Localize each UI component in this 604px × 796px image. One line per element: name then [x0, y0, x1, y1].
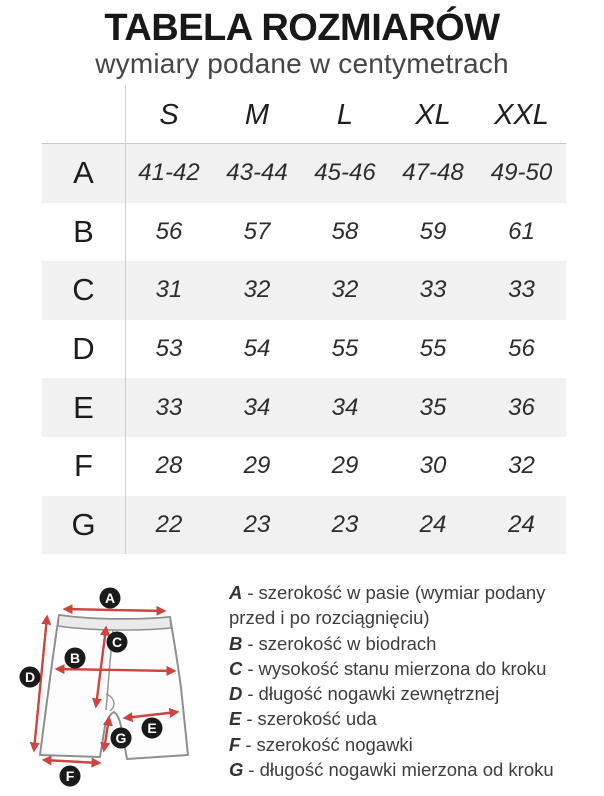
- badge-b-label: B: [69, 650, 81, 666]
- legend-text: szerokość uda: [257, 708, 377, 730]
- row-label: C: [72, 272, 95, 308]
- size-cell: 22: [155, 510, 183, 538]
- legend: [229, 580, 591, 782]
- legend-item-b: [229, 631, 591, 656]
- size-cell: 29: [243, 452, 271, 480]
- legend-key: C: [229, 657, 243, 679]
- size-cell: 41-42: [138, 159, 200, 187]
- arrow-a: [65, 609, 164, 611]
- row-label: E: [73, 389, 94, 425]
- size-cell: 49-50: [490, 159, 553, 187]
- table-row-c: [42, 261, 566, 320]
- measure-badge-d: [20, 667, 41, 688]
- legend-key: D: [229, 683, 243, 705]
- row-label: F: [74, 448, 93, 484]
- size-cell: 56: [508, 335, 535, 363]
- size-table: [42, 88, 566, 554]
- size-cell: 56: [155, 217, 183, 245]
- page-subtitle: wymiary podane w centymetrach: [95, 48, 509, 79]
- table-corner-cell: [42, 88, 125, 143]
- size-cell: 24: [419, 510, 447, 538]
- column-header-xl: XL: [415, 99, 451, 131]
- header: [0, 0, 604, 79]
- size-cell: 24: [508, 510, 535, 538]
- size-cell: 30: [419, 452, 447, 480]
- column-header-s: S: [159, 99, 179, 131]
- legend-item-e: [229, 706, 591, 731]
- size-cell: 32: [508, 452, 535, 480]
- legend-item-a: [229, 580, 591, 631]
- table-vertical-divider: [125, 85, 126, 554]
- size-cell: 32: [243, 276, 271, 304]
- size-cell: 55: [419, 335, 447, 363]
- legend-separator: -: [247, 683, 254, 705]
- size-cell: 61: [508, 217, 535, 245]
- size-cell: 32: [331, 276, 359, 304]
- legend-key: F: [229, 733, 241, 755]
- size-cell: 31: [155, 276, 183, 304]
- size-cell: 55: [331, 335, 359, 363]
- badge-a-label: A: [104, 590, 116, 606]
- legend-text: szerokość nogawki: [256, 733, 413, 755]
- size-cell: 23: [331, 510, 359, 538]
- legend-item-c: [229, 656, 591, 681]
- table-row-d: [42, 320, 566, 379]
- size-cell: 23: [243, 510, 271, 538]
- legend-text: długość nogawki mierzona od kroku: [259, 759, 554, 781]
- size-cell: 34: [243, 393, 271, 421]
- table-row-e: [42, 378, 566, 437]
- table-row-g: [42, 496, 566, 555]
- measure-badge-a: [100, 588, 121, 609]
- legend-text: długość nogawki zewnętrznej: [258, 683, 500, 705]
- legend-separator: -: [247, 632, 254, 654]
- row-label: G: [71, 506, 96, 542]
- measure-badge-f: [60, 766, 81, 787]
- column-header-xxl: XXL: [494, 99, 549, 131]
- table-row-b: [42, 203, 566, 262]
- legend-separator: -: [247, 582, 254, 603]
- size-cell: 34: [331, 393, 359, 421]
- badge-f-label: F: [65, 768, 75, 784]
- legend-text: szerokość w pasie (wymiar podany przed i po rozciągnięciu): [229, 582, 546, 629]
- legend-key: A: [229, 582, 243, 603]
- legend-separator: -: [247, 657, 254, 679]
- legend-item-f: [229, 732, 591, 757]
- size-cell: 29: [331, 452, 359, 480]
- measure-badge-b: [65, 648, 86, 669]
- size-cell: 43-44: [226, 159, 288, 187]
- badge-e-label: E: [147, 720, 157, 736]
- size-cell: 57: [243, 217, 271, 245]
- legend-text: szerokość w biodrach: [258, 632, 437, 654]
- table-row-a: [42, 144, 566, 203]
- size-cell: 59: [419, 217, 447, 245]
- size-table-body: [42, 143, 566, 554]
- size-table-header-row: [42, 88, 566, 143]
- table-row-f: [42, 437, 566, 496]
- size-cell: 35: [419, 393, 447, 421]
- legend-separator: -: [248, 759, 255, 781]
- legend-separator: -: [245, 733, 252, 755]
- size-cell: 54: [243, 335, 271, 363]
- legend-item-d: [229, 681, 591, 706]
- row-label: B: [73, 213, 94, 249]
- row-label: A: [73, 155, 94, 191]
- arrow-f: [44, 760, 99, 763]
- badge-c-label: C: [111, 634, 123, 650]
- size-cell: 53: [155, 335, 183, 363]
- page-title: TABELA ROZMIARÓW: [104, 7, 500, 49]
- size-cell: 28: [155, 452, 183, 480]
- measure-badge-c: [107, 632, 128, 653]
- badge-d-label: D: [24, 669, 36, 685]
- badge-g-label: G: [115, 730, 127, 746]
- row-label: D: [72, 331, 95, 367]
- size-cell: 36: [508, 393, 535, 421]
- legend-text: wysokość stanu mierzona do kroku: [258, 657, 547, 679]
- shorts-diagram: [0, 568, 230, 796]
- size-cell: 45-46: [314, 159, 376, 187]
- legend-key: B: [229, 632, 243, 654]
- size-cell: 58: [331, 217, 359, 245]
- legend-key: E: [229, 708, 242, 730]
- column-header-l: L: [336, 99, 354, 131]
- measure-badge-e: [142, 718, 163, 739]
- legend-item-g: [229, 757, 591, 782]
- legend-separator: -: [246, 708, 253, 730]
- column-header-m: M: [244, 99, 270, 131]
- size-cell: 33: [419, 276, 447, 304]
- measure-badge-g: [111, 728, 132, 749]
- legend-key: G: [229, 759, 244, 781]
- size-cell: 33: [155, 393, 183, 421]
- size-cell: 47-48: [402, 159, 464, 187]
- size-cell: 33: [508, 276, 535, 304]
